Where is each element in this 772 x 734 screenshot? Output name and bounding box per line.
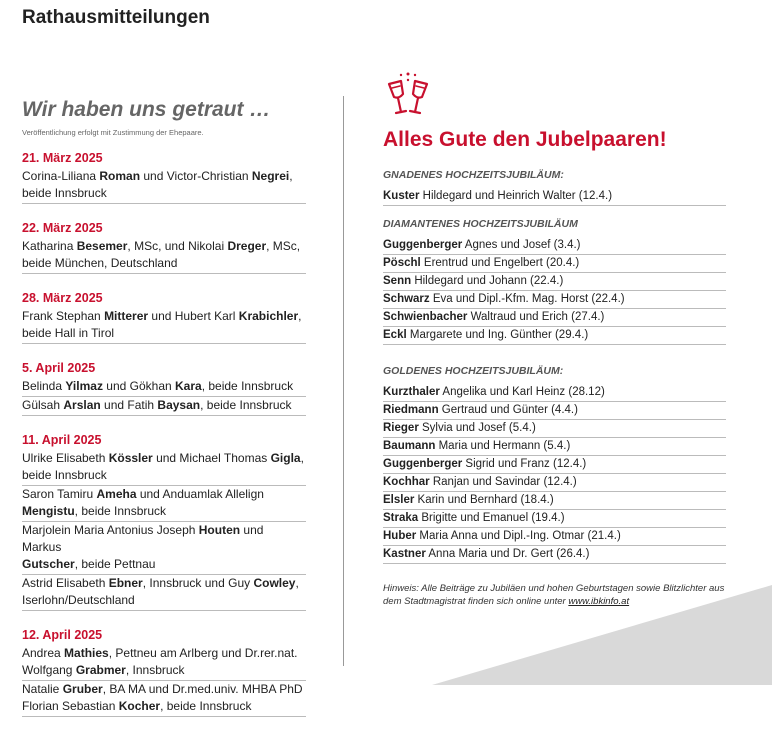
wedding-group (22, 221, 306, 274)
surname: Riedmann (383, 404, 439, 416)
residence-text: beide München, Deutschland (22, 256, 178, 270)
name-text: und Victor-Christian (140, 169, 252, 183)
wedding-date: 21. März 2025 (22, 151, 103, 165)
name-text: Frank Stephan (22, 309, 105, 323)
name-text: , beide Innsbruck (200, 398, 292, 412)
surname: Houten (198, 523, 241, 537)
name-text: Gülsah (22, 398, 64, 412)
wedding-announcements (22, 96, 306, 734)
jubilee-entry (383, 255, 726, 273)
ibkinfo-link[interactable]: www.ibkinfo.at (568, 596, 630, 607)
name-text: , (295, 576, 299, 590)
wedding-date: 28. März 2025 (22, 291, 103, 305)
jubilee-entry (383, 309, 726, 327)
names-and-date: Brigitte und Emanuel (19.4.) (418, 512, 565, 524)
surname: Huber (383, 530, 417, 542)
hint-text: Hinweis: Alle Beiträge zu Jubiläen und hohen Geburtstagen sowie Blitzlichter aus dem Stadtmagistrat finden sich online unter www.ibkinfo.at (383, 583, 725, 607)
name-text: Natalie (22, 682, 63, 696)
couple-entry (22, 486, 306, 522)
diamond-jubilee-section (383, 218, 726, 345)
wedding-group (22, 361, 306, 416)
jubilee-entry (383, 456, 726, 474)
name-text: Florian Sebastian (22, 699, 119, 713)
name-text: , (300, 451, 304, 465)
jubilee-entry (383, 273, 726, 291)
couple-entry (22, 308, 306, 344)
name-text: Astrid Elisabeth (22, 576, 109, 590)
jubilee-entry (383, 188, 726, 206)
surname: Gruber (62, 682, 103, 696)
name-text: Saron Tamiru (22, 487, 97, 501)
surname: Gutscher (22, 557, 75, 571)
gnaden-jubilee-section (383, 169, 726, 206)
corner-decoration (432, 585, 772, 685)
couple-entry (22, 168, 306, 204)
wedding-date: 22. März 2025 (22, 221, 103, 235)
jubilee-entry (383, 291, 726, 309)
names-and-date: Maria und Hermann (5.4.) (435, 440, 571, 452)
jubilee-section-title: GNADENES HOCHZEITSJUBILÄUM: (383, 169, 564, 181)
names-and-date: Sylvia und Josef (5.4.) (418, 422, 536, 434)
surname: Elsler (383, 494, 415, 506)
jubilee-entry (383, 528, 726, 546)
wedding-date: 5. April 2025 (22, 361, 96, 375)
name-text: Katharina (22, 239, 77, 253)
surname: Kuster (383, 190, 420, 202)
couple-entry (22, 378, 306, 397)
surname: Cowley (253, 576, 296, 590)
name-text: , MSc, (266, 239, 301, 253)
surname: Kocher (118, 699, 161, 713)
name-text: Belinda (22, 379, 66, 393)
couple-entry (22, 645, 306, 681)
surname: Negrei (251, 169, 290, 183)
jubilee-entry (383, 327, 726, 345)
names-and-date: Anna Maria und Dr. Gert (26.4.) (425, 548, 590, 560)
name-text: Andrea (22, 646, 65, 660)
names-and-date: Waltraud und Erich (27.4.) (467, 311, 605, 323)
surname: Rieger (383, 422, 419, 434)
jubilee-heading: Alles Gute den Jubelpaaren! (383, 128, 667, 151)
jubilee-entry (383, 237, 726, 255)
surname: Ameha (96, 487, 137, 501)
jubilee-entry (383, 546, 726, 564)
surname: Roman (99, 169, 141, 183)
couple-entry (22, 575, 306, 611)
residence-text: beide Innsbruck (22, 186, 107, 200)
page-title: Rathausmitteilungen (22, 7, 210, 28)
surname: Kössler (108, 451, 153, 465)
surname: Pöschl (383, 257, 421, 269)
residence-text: beide Innsbruck (22, 468, 107, 482)
name-text: , beide Innsbruck (160, 699, 252, 713)
surname: Dreger (227, 239, 267, 253)
jubilee-entry (383, 492, 726, 510)
names-and-date: Margarete und Ing. Günther (29.4.) (406, 329, 589, 341)
name-text: und Markus (22, 523, 264, 554)
names-and-date: Gertraud und Günter (4.4.) (438, 404, 578, 416)
name-text: , beide Innsbruck (201, 379, 294, 393)
wedding-group (22, 151, 306, 204)
jubilee-entry (383, 474, 726, 492)
names-and-date: Eva und Dipl.-Kfm. Mag. Horst (22.4.) (429, 293, 625, 305)
name-text: und Hubert Karl (148, 309, 239, 323)
name-text: und Michael Thomas (152, 451, 271, 465)
names-and-date: Ranjan und Savindar (12.4.) (429, 476, 577, 488)
surname: Guggenberger (383, 239, 463, 251)
surname: Baumann (383, 440, 436, 452)
surname: Arslan (63, 398, 101, 412)
surname: Mitterer (104, 309, 149, 323)
name-text: , Innsbruck und Guy (142, 576, 254, 590)
surname: Guggenberger (383, 458, 463, 470)
residence-text: Iserlohn/Deutschland (22, 593, 135, 607)
surname: Kochhar (383, 476, 430, 488)
couple-entry (22, 681, 306, 717)
surname: Krabichler (238, 309, 299, 323)
name-text: Ulrike Elisabeth (22, 451, 109, 465)
column-divider (343, 96, 344, 666)
names-and-date: Sigrid und Franz (12.4.) (462, 458, 587, 470)
wedding-date: 11. April 2025 (22, 433, 102, 447)
couple-entry (22, 450, 306, 486)
jubilee-section-title: DIAMANTENES HOCHZEITSJUBILÄUM (383, 218, 578, 230)
name-text: und Fatih (100, 398, 158, 412)
names-and-date: Karin und Bernhard (18.4.) (414, 494, 554, 506)
couple-entry (22, 397, 306, 416)
jubilee-entry (383, 384, 726, 402)
surname: Kastner (383, 548, 426, 560)
name-text: , Pettneu am Arlberg und Dr.rer.nat. (108, 646, 298, 660)
wedding-group (22, 291, 306, 344)
couple-entry (22, 238, 306, 274)
names-and-date: Hildegard und Johann (22.4.) (411, 275, 564, 287)
couple-entry (22, 522, 306, 575)
name-text: , beide Innsbruck (74, 504, 167, 518)
name-text: , BA MA und Dr.med.univ. MHBA PhD (102, 682, 303, 696)
name-text: , beide Pettnau (74, 557, 156, 571)
surname: Schwienbacher (383, 311, 468, 323)
champagne-toast-icon (383, 70, 433, 122)
names-and-date: Erentrud und Engelbert (20.4.) (420, 257, 580, 269)
surname: Kara (175, 379, 202, 393)
name-text: , Innsbruck (125, 663, 185, 677)
name-text: und Gökhan (102, 379, 176, 393)
surname: Kurzthaler (383, 386, 440, 398)
surname: Straka (383, 512, 419, 524)
surname: Mengistu (22, 504, 75, 518)
surname: Schwarz (383, 293, 430, 305)
surname: Besemer (76, 239, 128, 253)
wedding-heading: Wir haben uns getraut … (22, 98, 271, 121)
names-and-date: Hildegard und Heinrich Walter (12.4.) (419, 190, 613, 202)
surname: Baysan (157, 398, 201, 412)
consent-note: Veröffentlichung erfolgt mit Zustimmung der Ehepaare. (22, 128, 204, 137)
name-text: Wolfgang (22, 663, 76, 677)
name-text: , MSc, und Nikolai (127, 239, 228, 253)
surname: Eckl (383, 329, 407, 341)
jubilee-entry (383, 510, 726, 528)
name-text: , (298, 309, 302, 323)
jubilee-entry (383, 402, 726, 420)
surname: Ebner (108, 576, 143, 590)
wedding-date: 12. April 2025 (22, 628, 103, 642)
surname: Gigla (270, 451, 301, 465)
name-text: und Anduamlak Allelign (136, 487, 264, 501)
residence-text: beide Hall in Tirol (22, 326, 115, 340)
name-text: Marjolein Maria Antonius Joseph (22, 523, 199, 537)
wedding-group (22, 628, 306, 717)
names-and-date: Angelika und Karl Heinz (28.12) (439, 386, 605, 398)
surname: Mathies (64, 646, 109, 660)
wedding-group (22, 433, 306, 611)
golden-jubilee-section (383, 365, 726, 564)
surname: Grabmer (75, 663, 126, 677)
jubilee-section-title: GOLDENES HOCHZEITSJUBILÄUM: (383, 365, 564, 377)
jubilee-entry (383, 420, 726, 438)
name-text: , (289, 169, 293, 183)
names-and-date: Maria Anna und Dipl.-Ing. Otmar (21.4.) (416, 530, 621, 542)
names-and-date: Agnes und Josef (3.4.) (462, 239, 581, 251)
surname: Senn (383, 275, 412, 287)
wedding-groups (22, 151, 306, 717)
name-text: Corina-Liliana (22, 169, 100, 183)
jubilee-entry (383, 438, 726, 456)
surname: Yilmaz (65, 379, 103, 393)
